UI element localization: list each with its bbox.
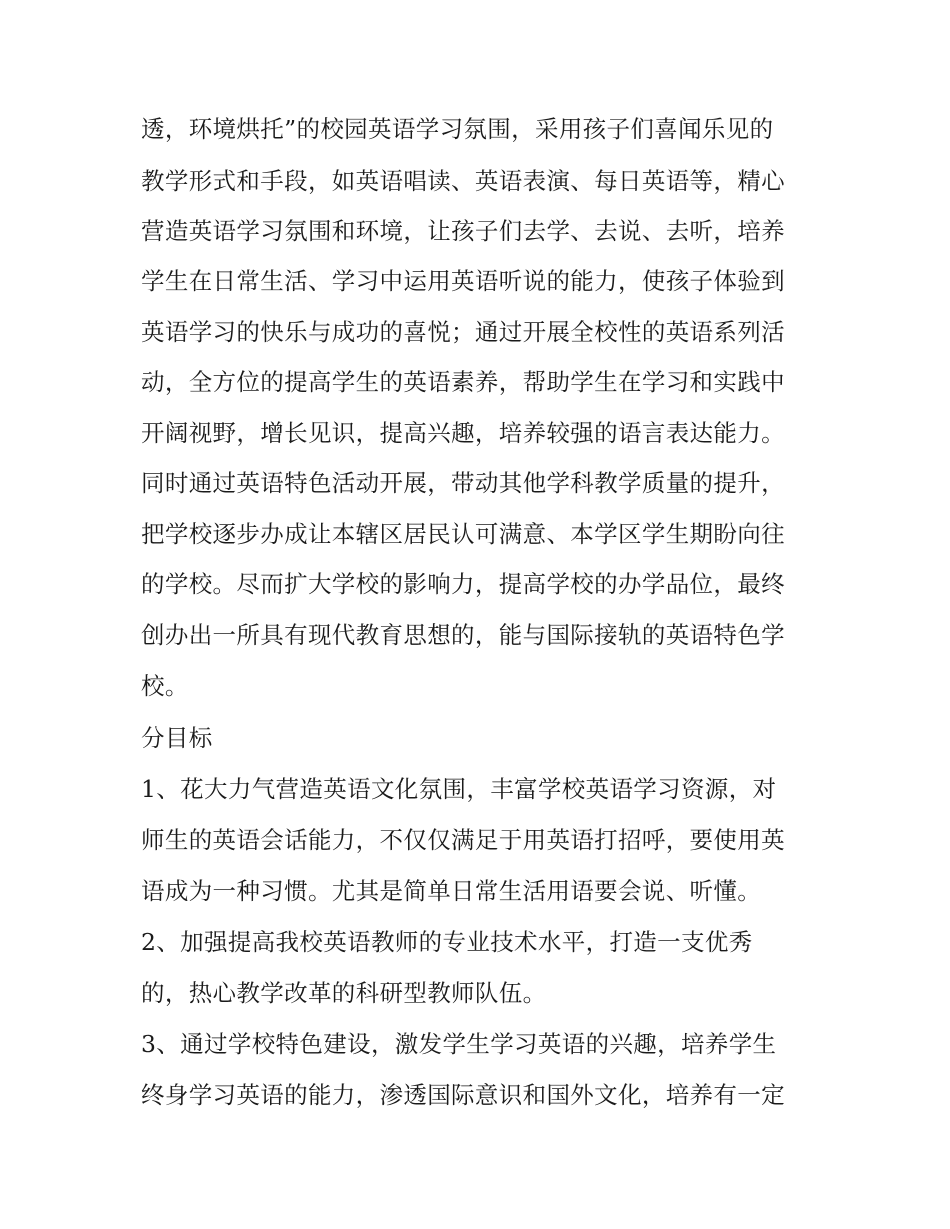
paragraph-line: 把学校逐步办成让本辖区居民认可满意、本学区学生期盼向往	[141, 520, 785, 548]
paragraph-line: 开阔视野，增长见识，提高兴趣，培养较强的语言表达能力。	[141, 419, 785, 447]
list-item-line: 语成为一种习惯。尤其是简单日常生活用语要会说、听懂。	[141, 877, 762, 905]
section-heading: 分目标	[141, 724, 213, 752]
paragraph-line: 校。	[141, 672, 189, 700]
paragraph-line: 教学形式和手段，如英语唱读、英语表演、每日英语等，精心	[141, 167, 785, 195]
paragraph-line: 英语学习的快乐与成功的喜悦；通过开展全校性的英语系列活	[141, 318, 785, 346]
paragraph-line: 动，全方位的提高学生的英语素养，帮助学生在学习和实践中	[141, 368, 785, 396]
paragraph-line: 营造英语学习氛围和环境，让孩子们去学、去说、去听，培养	[141, 217, 785, 245]
list-item-line: 终身学习英语的能力，渗透国际意识和国外文化，培养有一定	[141, 1081, 785, 1109]
list-item-line: 师生的英语会话能力，不仅仅满足于用英语打招呼，要使用英	[141, 826, 785, 854]
paragraph-line: 的学校。尽而扩大学校的影响力，提高学校的办学品位，最终	[141, 570, 785, 598]
paragraph-line: 透，环境烘托”的校园英语学习氛围，采用孩子们喜闻乐见的	[141, 115, 774, 143]
paragraph-line: 学生在日常生活、学习中运用英语听说的能力，使孩子体验到	[141, 267, 785, 295]
paragraph-line: 创办出一所具有现代教育思想的，能与国际接轨的英语特色学	[141, 621, 785, 649]
list-item-line: 的，热心教学改革的科研型教师队伍。	[141, 979, 547, 1007]
list-item-line: 3、通过学校特色建设，激发学生学习英语的兴趣，培养学生	[141, 1030, 777, 1058]
list-item-line: 1、花大力气营造英语文化氛围，丰富学校英语学习资源，对	[141, 775, 777, 803]
paragraph-line: 同时通过英语特色活动开展，带动其他学科教学质量的提升，	[141, 469, 785, 497]
list-item-line: 2、加强提高我校英语教师的专业技术水平，打造一支优秀	[141, 928, 753, 956]
